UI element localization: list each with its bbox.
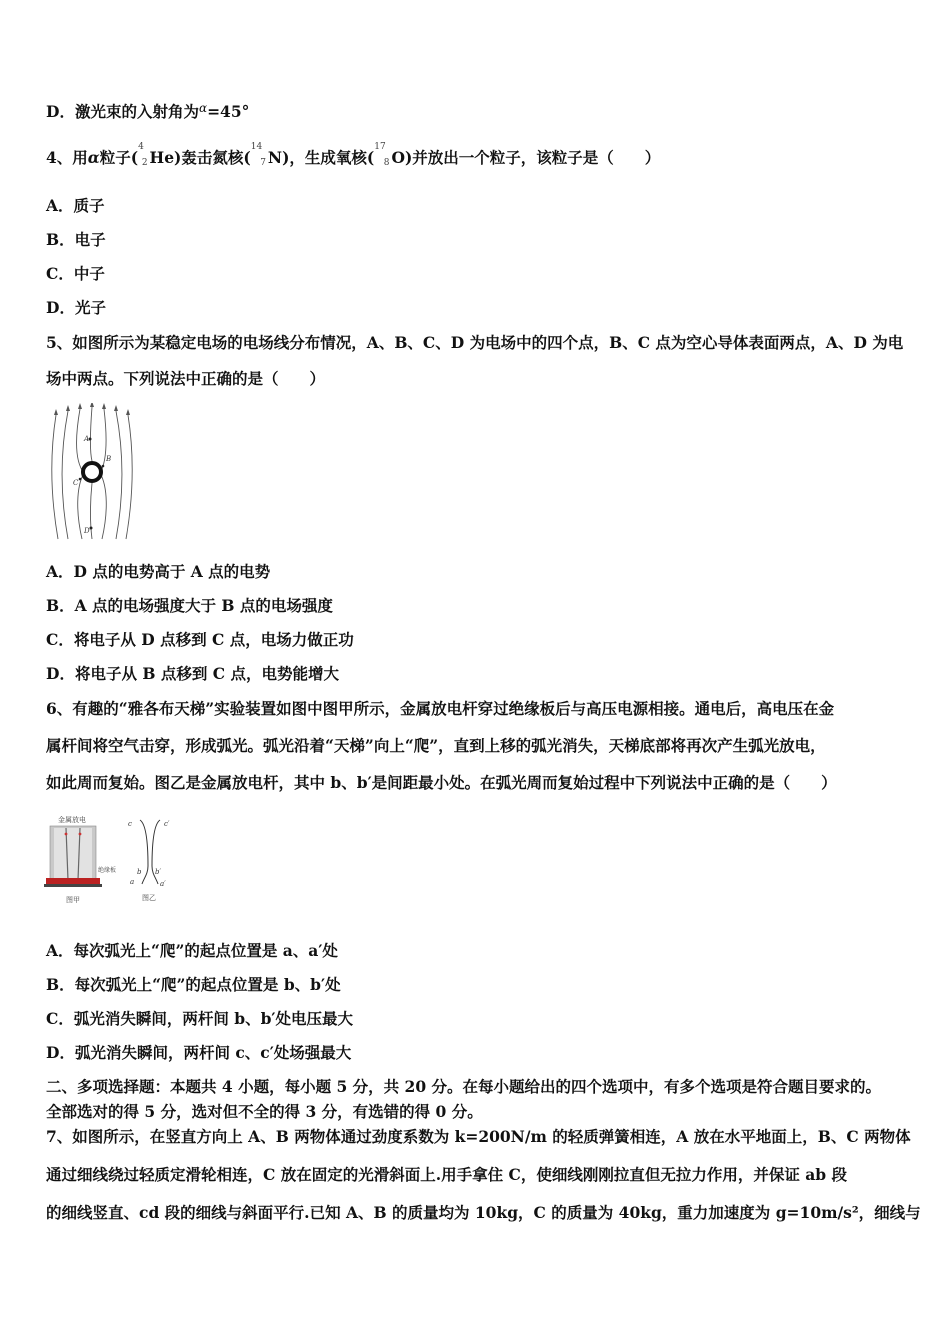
n-atomic-number: 7 <box>260 158 266 168</box>
label-b: b <box>137 868 142 876</box>
q5-option-b: B．A 点的电场强度大于 B 点的电场强度 <box>46 596 333 615</box>
label-board: 绝缘板 <box>98 867 117 874</box>
q6-option-d: D．弧光消失瞬间，两杆间 c、c′处场强最大 <box>46 1043 352 1062</box>
q5-option-a: A．D 点的电势高于 A 点的电势 <box>46 562 271 581</box>
label-figure-yi: 图乙 <box>142 894 156 902</box>
n-mass-number: 14 <box>250 142 263 152</box>
q4-alpha: α <box>87 148 100 167</box>
question-7-stem-line-2: 通过细线绕过轻质定滑轮相连，C 放在固定的光滑斜面上.用手拿住 C，使细线刚刚拉直但无拉力作用，并保证 ab 段 <box>46 1165 848 1184</box>
alpha-symbol: α <box>198 101 208 115</box>
q6-option-b: B．每次弧光上“爬”的起点位置是 b、b′处 <box>46 975 341 994</box>
q6-option-a: A．每次弧光上“爬”的起点位置是 a、a′处 <box>46 941 338 960</box>
o-mass-number: 17 <box>374 142 386 152</box>
section-2-header-line-2: 全部选对的得 5 分，选对但不全的得 3 分，有选错的得 0 分。 <box>46 1102 483 1121</box>
question-6-stem-line-1: 6、有趣的“雅各布天梯”实验装置如图中图甲所示，金属放电杆穿过绝缘板后与高压电源相接。通电后，高电压在金 <box>46 699 835 718</box>
label-b-prime: b′ <box>155 868 162 876</box>
label-metal-rod: 金属放电 <box>58 816 86 824</box>
label-a-prime: a′ <box>160 880 166 888</box>
electric-field-figure <box>46 403 136 541</box>
label-B: B <box>106 455 112 463</box>
helium-nuclide <box>138 142 149 168</box>
q4-text-b: 粒子( <box>99 148 139 167</box>
label-D: D <box>84 527 90 535</box>
label-c-prime: c′ <box>164 820 170 828</box>
q4-n: N)，生成氧核( <box>267 148 375 167</box>
nitrogen-nuclide <box>250 142 268 168</box>
q4-o: O)并放出一个粒子，该粒子是（ ） <box>391 148 661 167</box>
q4-he: He)轰击氮核( <box>149 148 251 167</box>
label-a: a <box>130 878 135 886</box>
label-C: C <box>73 479 79 487</box>
he-atomic-number: 2 <box>141 158 148 168</box>
section-2-header-line-1: 二、多项选择题：本题共 4 小题，每小题 5 分，共 20 分。在每小题给出的四个选项中，有多个选项是符合题目要求的。 <box>46 1077 882 1096</box>
hollow-conductor <box>83 463 101 481</box>
label-c: c <box>128 820 132 828</box>
o-atomic-number: 8 <box>383 158 390 168</box>
q4-option-a: A．质子 <box>46 196 105 215</box>
q3-option-d-text: D．激光束的入射角为 <box>46 102 199 121</box>
q4-option-d: D．光子 <box>46 298 106 317</box>
q5-option-c: C．将电子从 D 点移到 C 点，电场力做正功 <box>46 630 354 649</box>
question-7-stem-line-3: 的细线竖直、cd 段的细线与斜面平行.已知 A、B 的质量均为 10kg，C 的质量为 40kg，重力加速度为 g=10m/s²，细线与 <box>46 1203 921 1222</box>
question-6-stem-line-3: 如此周而复始。图乙是金属放电杆，其中 b、b′是间距最小处。在弧光周而复始过程中下列说法中正确的是（ ） <box>46 773 837 792</box>
q3-option-d <box>46 102 249 123</box>
he-mass-number: 4 <box>138 142 144 152</box>
jacob-ladder-figure <box>44 812 180 906</box>
question-4-stem <box>46 142 661 171</box>
oxygen-nuclide <box>374 142 391 168</box>
q5-option-d: D．将电子从 B 点移到 C 点，电势能增大 <box>46 664 339 683</box>
question-6-stem-line-2: 属杆间将空气击穿，形成弧光。弧光沿着“天梯”向上“爬”，直到上移的弧光消失，天梯底部将再次产生弧光放电， <box>46 736 826 755</box>
q3-option-d-tail: =45° <box>207 102 250 121</box>
q4-text-a: 4、用 <box>46 148 88 167</box>
q6-option-c: C．弧光消失瞬间，两杆间 b、b′处电压最大 <box>46 1009 353 1028</box>
label-figure-jia: 图甲 <box>66 896 80 904</box>
question-5-stem-line-1: 5、如图所示为某稳定电场的电场线分布情况，A、B、C、D 为电场中的四个点，B、C 点为空心导体表面两点，A、D 为电 <box>46 333 904 352</box>
insulating-board <box>46 878 100 884</box>
q4-option-b: B．电子 <box>46 230 106 249</box>
label-A: A <box>84 435 90 443</box>
question-7-stem-line-1: 7、如图所示，在竖直方向上 A、B 两物体通过劲度系数为 k=200N/m 的轻质弹簧相连，A 放在水平地面上，B、C 两物体 <box>46 1127 911 1146</box>
question-5-stem-line-2: 场中两点。下列说法中正确的是（ ） <box>46 369 326 388</box>
q4-option-c: C．中子 <box>46 264 105 283</box>
